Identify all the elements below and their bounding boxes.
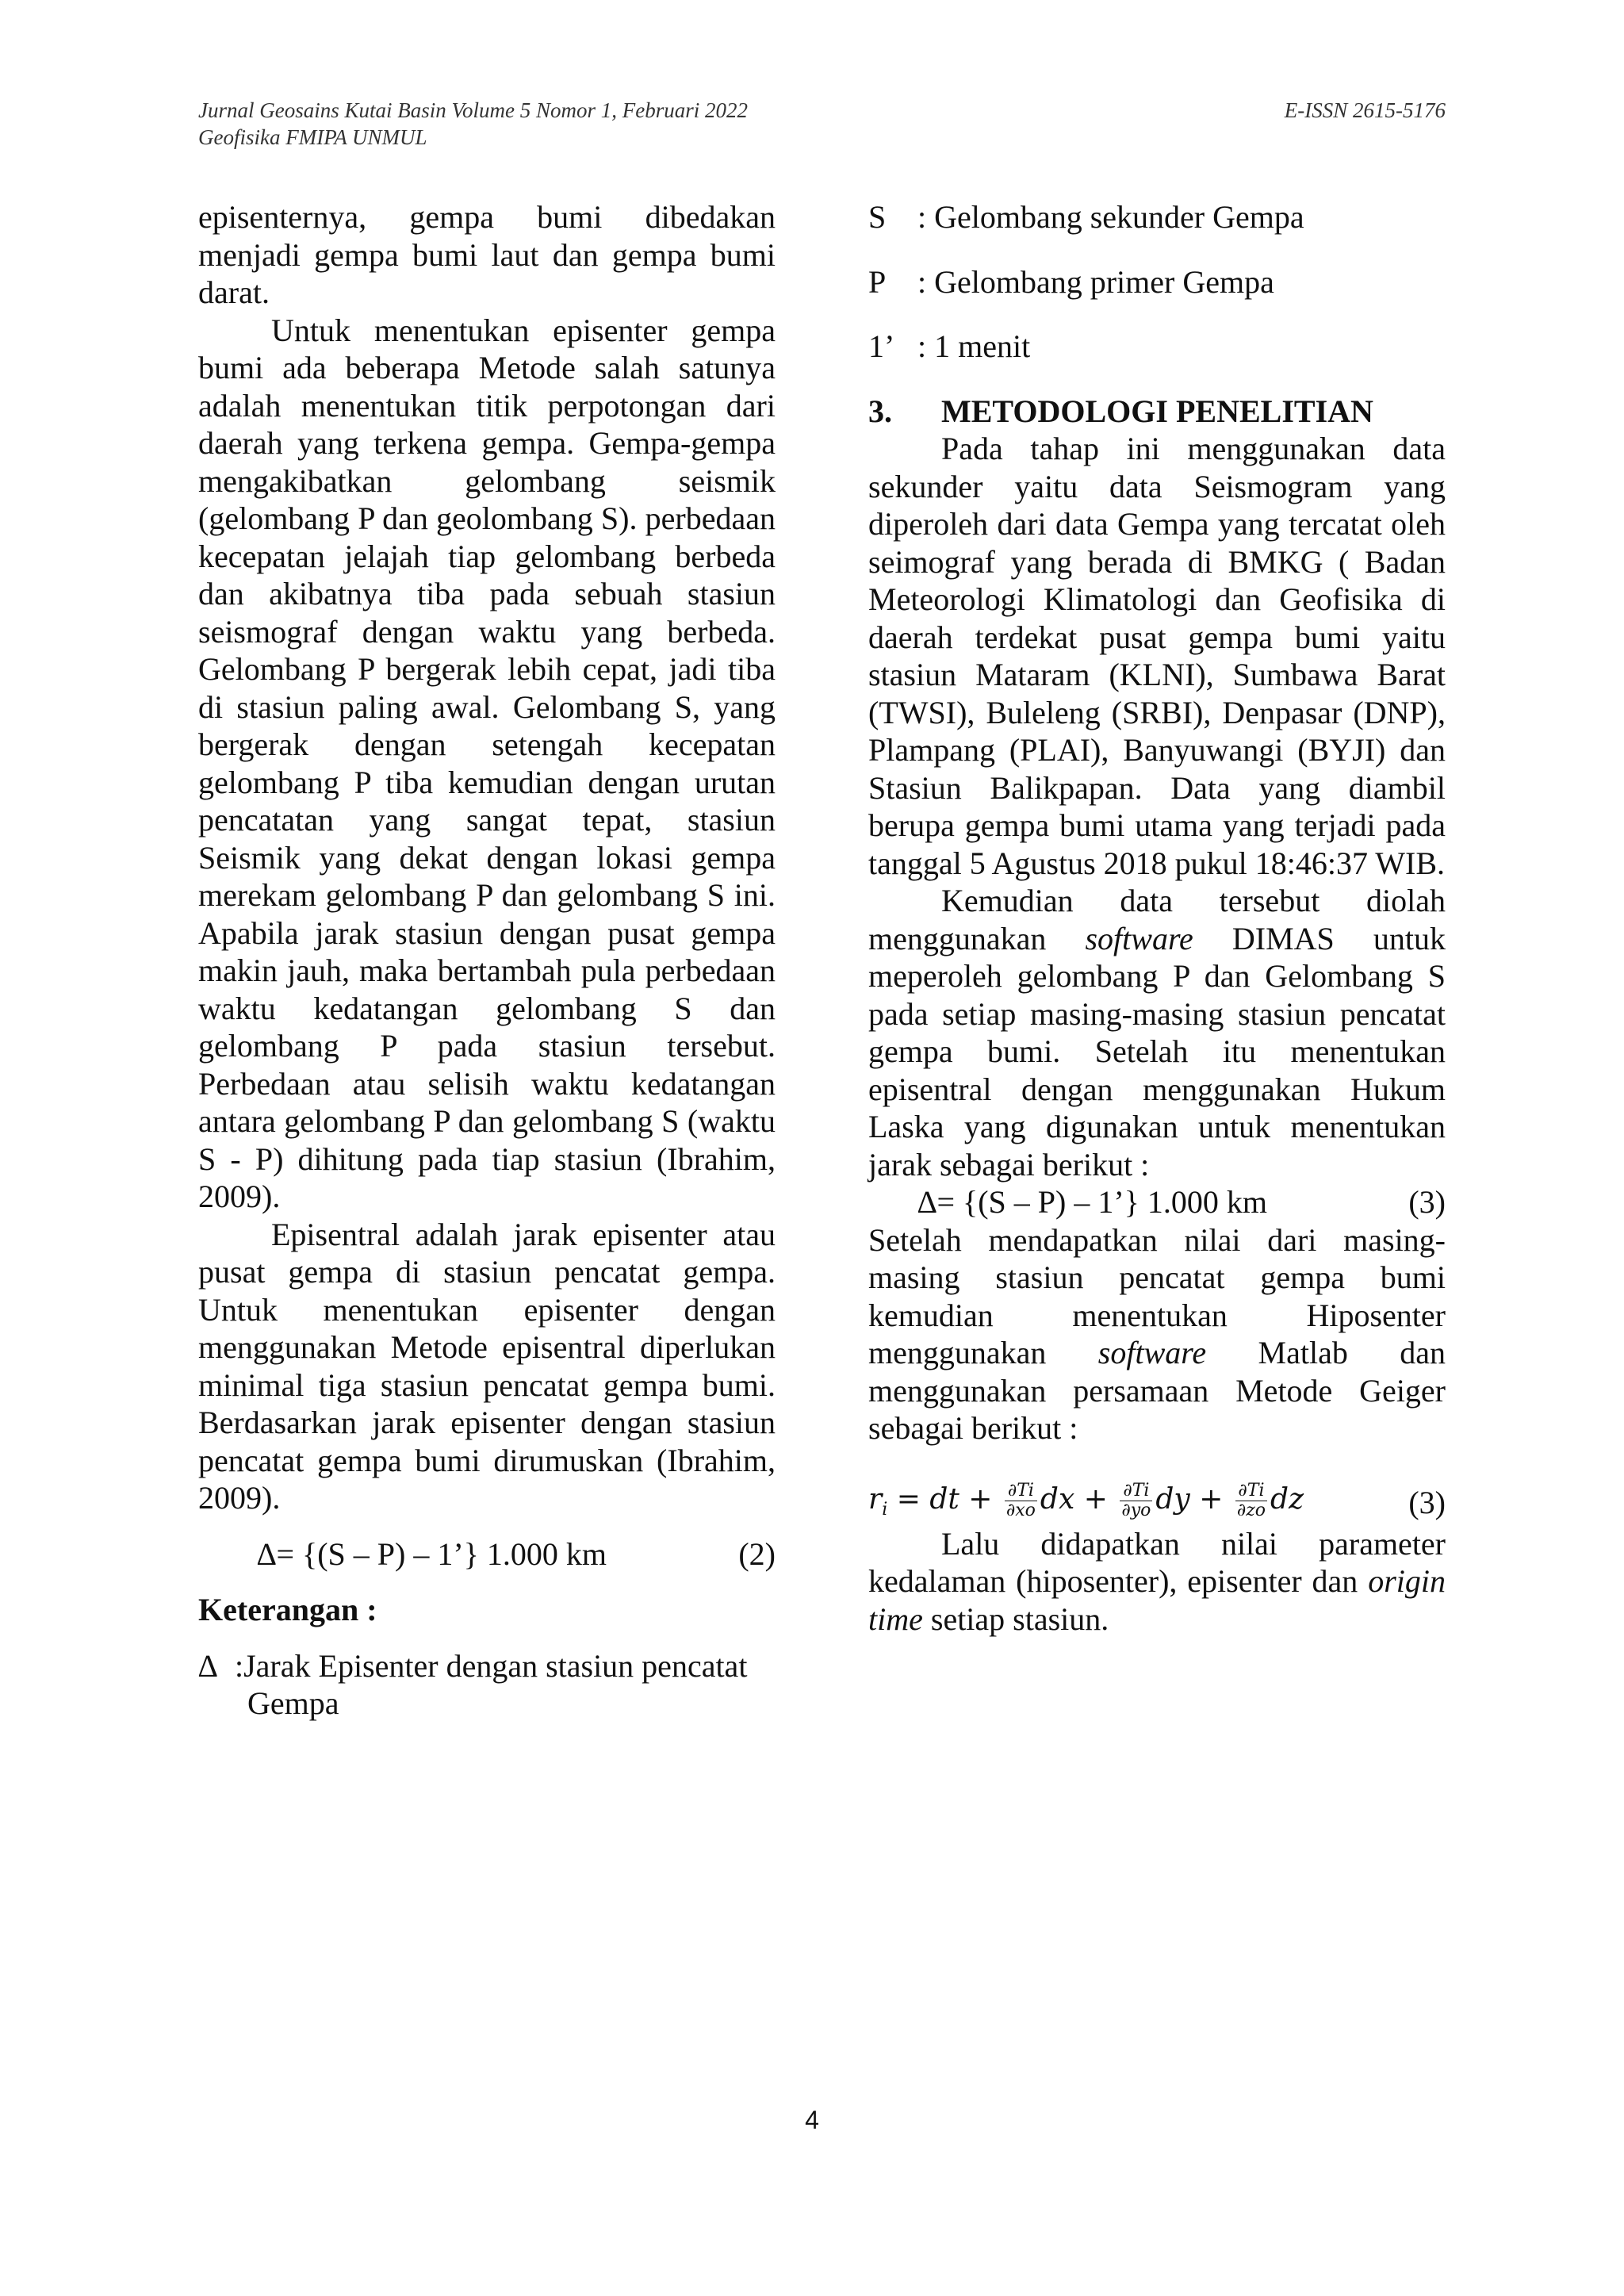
equation-number: (3): [1408, 1484, 1446, 1520]
page-number: 4: [805, 2106, 819, 2134]
left-column: [198, 198, 776, 1723]
equation-text: ∆= {(S – P) – 1’} 1.000 km: [917, 1184, 1267, 1220]
legend-text: : 1 menit: [917, 328, 1031, 364]
italic-term: software: [1085, 920, 1193, 956]
section-heading: [868, 393, 1446, 431]
equation-text: $r_i$ = dt + $\frac{\partial Ti}{\partial xo}$ dx + $\frac{\partial Ti}{\partial yo}$ dy + $\frac{\partial Ti}{\partial zo}$ dz: [868, 1481, 1304, 1520]
paragraph: Pada tahap ini menggunakan data sekunder yaitu data Seismogram yang diperoleh dari data Gempa yang tercatat oleh seimograf yang berada di BMKG ( Badan Meteorologi Klimatologi dan Geofisika di daerah terdekat pusat gempa bumi yaitu stasiun Mataram (KLNI), Sumbawa Barat (TWSI), Buleleng (SRBI), Denpasar (DNP), Plampang (PLAI), Banyuwangi (BYJI) dan Stasiun Balikpapan. Data yang diambil berupa gempa bumi utama yang terjadi pada tanggal 5 Agustus 2018 pukul 18:46:37 WIB.: [868, 431, 1446, 881]
paragraph: episenternya, gempa bumi dibedakan menjadi gempa bumi laut dan gempa bumi darat.: [198, 199, 776, 310]
institution: Geofisika FMIPA UNMUL: [198, 125, 427, 149]
right-column: [868, 198, 1446, 1638]
delta-description: [198, 1647, 776, 1723]
italic-term: software: [1097, 1335, 1207, 1370]
legend-item: [868, 263, 1446, 301]
legend-symbol: P: [868, 263, 887, 300]
legend-text: : Gelombang sekunder Gempa: [917, 199, 1304, 235]
paragraph: Setelah mendapatkan nilai dari masing-masing stasiun pencatat gempa bumi kemudian menentukan Hiposenter menggunakan software Matlab dan menggunakan persamaan Metode Geiger sebagai berikut :: [868, 1221, 1446, 1446]
legend-item: [868, 328, 1446, 366]
legend-symbol: 1’: [868, 328, 895, 364]
section-number: 3.: [868, 393, 892, 429]
paragraph: Kemudian data tersebut diolah menggunakan software DIMAS untuk meperoleh gelombang P dan Gelombang S pada setiap masing-masing stasiun pencatat gempa bumi. Setelah itu menentukan episentral dengan menggunakan Hukum Laska yang digunakan untuk menentukan jarak sebagai berikut :: [868, 883, 1446, 1182]
equation-2: [198, 1535, 776, 1573]
running-header: [198, 97, 1446, 151]
keterangan-heading: Keterangan :: [198, 1592, 377, 1627]
legend-symbol: S: [868, 199, 887, 235]
paragraph: Lalu didapatkan nilai parameter kedalaman (hiposenter), episenter dan origin time setiap stasiun.: [868, 1525, 1446, 1637]
legend-text: : Gelombang primer Gempa: [917, 263, 1274, 300]
equation-number: (2): [738, 1535, 776, 1572]
equation-number: (3): [1408, 1184, 1446, 1220]
equation-text: ∆= {(S – P) – 1’} 1.000 km: [257, 1535, 607, 1572]
journal-title: Jurnal Geosains Kutai Basin Volume 5 Nomor 1, Februari 2022: [198, 98, 748, 122]
equation-3a: [868, 1183, 1446, 1221]
paragraph: Untuk menentukan episenter gempa bumi ada beberapa Metode salah satunya adalah menentukan titik perpotongan dari daerah yang terkena gempa. Gempa-gempa mengakibatkan gelombang seismik (gelombang P dan geolombang S). perbedaan kecepatan jelajah tiap gelombang berbeda dan akibatnya tiba pada sebuah stasiun seismograf dengan waktu yang berbeda. Gelombang P bergerak lebih cepat, jadi tiba di stasiun paling awal. Gelombang S, yang bergerak dengan setengah kecepatan gelombang P tiba kemudian dengan urutan pencatatan yang sangat tepat, stasiun Seismik yang dekat dengan lokasi gempa merekam gelombang P dan gelombang S ini. Apabila jarak stasiun dengan pusat gempa makin jauh, maka bertambah pula perbedaan waktu kedatangan gelombang S dan gelombang P pada stasiun tersebut. Perbedaan atau selisih waktu kedatangan antara gelombang P dan gelombang S (waktu S - P) dihitung pada tiap stasiun (Ibrahim, 2009).: [198, 312, 776, 1214]
section-title: METODOLOGI PENELITIAN: [941, 393, 1373, 429]
paragraph: Episentral adalah jarak episenter atau pusat gempa di stasiun pencatat gempa. Untuk menentukan episenter dengan menggunakan Metode episentral diperlukan minimal tiga stasiun pencatat gempa bumi. Berdasarkan jarak episenter dengan stasiun pencatat gempa bumi dirumuskan (Ibrahim, 2009).: [198, 1216, 776, 1516]
equation-geiger: [868, 1479, 1446, 1525]
delta-symbol: ∆: [198, 1647, 218, 1684]
italic-term: origin time: [868, 1563, 1446, 1637]
delta-text: :Jarak Episenter dengan stasiun pencatat Gempa: [235, 1647, 748, 1721]
issn: E-ISSN 2615-5176: [1284, 98, 1446, 122]
legend-item: [868, 198, 1446, 236]
